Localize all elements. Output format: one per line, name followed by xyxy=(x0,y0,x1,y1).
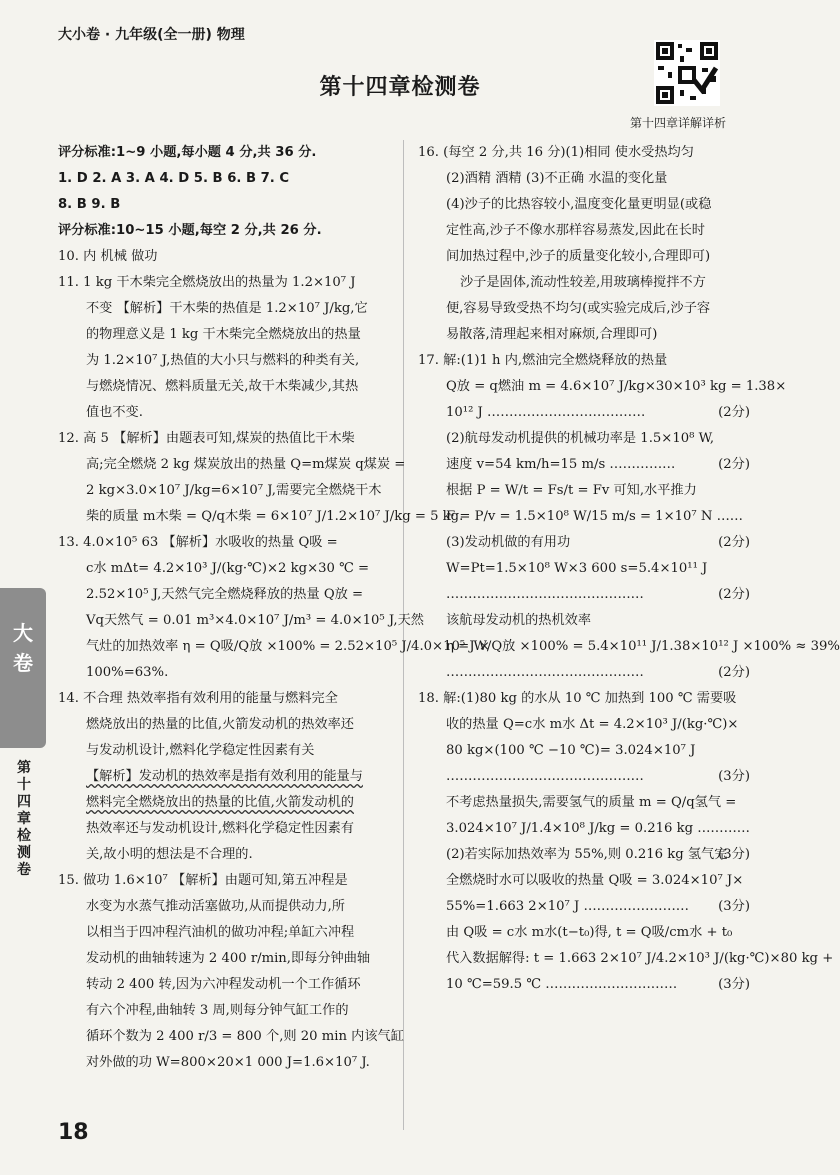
page-number: 18 xyxy=(58,1120,89,1145)
answer-line: 不变 【解析】干木柴的热值是 1.2×10⁷ J/kg,它 xyxy=(86,301,368,316)
left-column xyxy=(58,140,490,1076)
qr-code-icon[interactable] xyxy=(654,40,720,106)
answer-line xyxy=(418,660,750,686)
answer-line xyxy=(418,764,750,790)
answer-line: 燃烧放出的热量的比值,火箭发动机的热效率还 xyxy=(86,717,354,732)
side-chapter-label: 第十四章检测卷 xyxy=(17,760,31,878)
points-label: (2分) xyxy=(718,457,750,472)
answer-line: 80 kg×(100 ℃ −10 ℃)= 3.024×10⁷ J xyxy=(446,743,696,758)
answer-line: 水变为水蒸气推动活塞做功,从而提供动力,所 xyxy=(86,899,345,914)
answer-line: 18. 解:(1)80 kg 的水从 10 ℃ 加热到 100 ℃ 需要吸 xyxy=(418,691,737,706)
answer-line: W=Pt=1.5×10⁸ W×3 600 s=5.4×10¹¹ J xyxy=(446,561,708,576)
answer-line: 16. (每空 2 分,共 16 分)(1)相同 使水受热均匀 xyxy=(418,145,694,160)
answer-line: 由 Q吸 = c水 m水(t−t₀)得, t = Q吸/cm水 + t₀ xyxy=(446,925,733,940)
answer-line: 收的热量 Q=c水 m水 Δt = 4.2×10³ J/(kg·℃)× xyxy=(446,717,739,732)
book-header: 大小卷 · 九年级(全一册) 物理 xyxy=(58,27,245,43)
answer-line: 发动机的曲轴转速为 2 400 r/min,即每分钟曲轴 xyxy=(86,951,371,966)
points-label: (3分) xyxy=(718,769,750,784)
answer-line: 转动 2 400 转,因为六冲程发动机一个工作循环 xyxy=(86,977,361,992)
answer-line: 定性高,沙子不像水那样容易蒸发,因此在长时 xyxy=(446,223,705,238)
answer-text: 55%=1.663 2×10⁷ J …………………… xyxy=(446,899,689,914)
answer-text: ……………………………………… xyxy=(446,587,644,602)
answer-line: 循环个数为 2 400 r/3 = 800 个,则 20 min 内该气缸 xyxy=(86,1029,404,1044)
answer-line: 根据 P = W/t = Fs/t = Fv 可知,水平推力 xyxy=(446,483,697,498)
answer-line: (2)航母发动机提供的机械功率是 1.5×10⁸ W, xyxy=(446,431,715,446)
answer-line: 以相当于四冲程汽油机的做功冲程;单缸六冲程 xyxy=(86,925,355,940)
answer-line: 【解析】发动机的热效率是指有效利用的能量与 xyxy=(86,769,363,784)
answer-text: 10¹² J ……………………………… xyxy=(446,405,646,420)
points-label: (3分) xyxy=(718,977,750,992)
answer-line: 对外做的功 W=800×20×1 000 J=1.6×10⁷ J. xyxy=(86,1055,370,1070)
answer-line: 间加热过程中,沙子的质量变化较小,合理即可) xyxy=(446,249,711,264)
answer-line: 热效率还与发动机设计,燃料化学稳定性因素有 xyxy=(86,821,354,836)
answer-text: F = P/v = 1.5×10⁸ W/15 m/s = 1×10⁷ N …… xyxy=(446,509,743,524)
points-label: (2分) xyxy=(718,535,750,550)
answer-line: 100%=63%. xyxy=(86,665,169,680)
answer-text: ……………………………………… xyxy=(446,769,644,784)
points-label: (3分) xyxy=(718,899,750,914)
answer-line: (2)酒精 酒精 (3)不正确 水温的变化量 xyxy=(446,171,668,186)
answer-line: 气灶的加热效率 η = Q吸/Q放 ×100% = 2.52×10⁵ J/4.0×10⁵ J × xyxy=(86,639,490,654)
answer-line: 有六个冲程,曲轴转 3 周,则每分钟气缸工作的 xyxy=(86,1003,349,1018)
qr-caption: 第十四章详解详析 xyxy=(630,116,727,130)
answer-line: 与发动机设计,燃料化学稳定性因素有关 xyxy=(86,743,315,758)
answer-line: 10. 内 机械 做功 xyxy=(58,249,158,264)
answer-line: 不考虑热量损失,需要氢气的质量 m = Q/q氢气 = xyxy=(446,795,737,810)
answer-line: 柴的质量 m木柴 = Q/q木柴 = 6×10⁷ J/1.2×10⁷ J/kg = 5 kg. xyxy=(86,509,464,524)
answer-line: 15. 做功 1.6×10⁷ 【解析】由题可知,第五冲程是 xyxy=(58,873,348,888)
side-tab xyxy=(0,588,46,748)
side-tab-top: 大 xyxy=(13,621,33,645)
answer-line: 燃料完全燃烧放出的热量的比值,火箭发动机的 xyxy=(86,795,354,810)
answer-line: 易散落,清理起来相对麻烦,合理即可) xyxy=(446,327,658,342)
answer-line: 2.52×10⁵ J,天然气完全燃烧释放的热量 Q放 = xyxy=(86,587,364,602)
answer-line: 的物理意义是 1 kg 干木柴完全燃烧放出的热量 xyxy=(86,327,361,342)
answer-line: 11. 1 kg 干木柴完全燃烧放出的热量为 1.2×10⁷ J xyxy=(58,275,356,290)
right-column xyxy=(418,140,840,998)
points-label: (2分) xyxy=(718,405,750,420)
page-title: 第十四章检测卷 xyxy=(319,75,481,100)
answer-line xyxy=(418,894,750,920)
answer-line xyxy=(418,400,750,426)
points-label: (3分) xyxy=(718,847,750,862)
answer-line: 评分标准:10~15 小题,每空 2 分,共 26 分. xyxy=(58,223,322,238)
answer-line: 13. 4.0×10⁵ 63 【解析】水吸收的热量 Q吸 = xyxy=(58,535,338,550)
answer-line: 高;完全燃烧 2 kg 煤炭放出的热量 Q=m煤炭 q煤炭 = xyxy=(86,457,406,472)
answer-line: (3)发动机做的有用功 xyxy=(446,535,571,550)
answer-line: 与燃烧情况、燃料质量无关,故干木柴减少,其热 xyxy=(86,379,359,394)
answer-line: 便,容易导致受热不均匀(或实验完成后,沙子容 xyxy=(446,301,711,316)
answer-line: Vq天然气 = 0.01 m³×4.0×10⁷ J/m³ = 4.0×10⁵ J,天然 xyxy=(86,613,424,628)
answer-line: 2 kg×3.0×10⁷ J/kg=6×10⁷ J,需要完全燃烧干木 xyxy=(86,483,382,498)
answer-line: Q放 = q燃油 m = 4.6×10⁷ J/kg×30×10³ kg = 1.38× xyxy=(446,379,787,394)
answer-line: 1. D 2. A 3. A 4. D 5. B 6. B 7. C xyxy=(58,171,290,186)
answer-line: c水 mΔt= 4.2×10³ J/(kg·℃)×2 kg×30 ℃ = xyxy=(86,561,370,576)
answer-line: 关,故小明的想法是不合理的. xyxy=(86,847,253,862)
answer-text: 速度 v=54 km/h=15 m/s …………… xyxy=(446,457,676,472)
answer-line: 全燃烧时水可以吸收的热量 Q吸 = 3.024×10⁷ J× xyxy=(446,873,744,888)
answer-line: 为 1.2×10⁷ J,热值的大小只与燃料的种类有关, xyxy=(86,353,360,368)
answer-line: (2)若实际加热效率为 55%,则 0.216 kg 氢气完 xyxy=(446,847,728,862)
answer-text: ……………………………………… xyxy=(446,665,644,680)
answer-text: 3.024×10⁷ J/1.4×10⁸ J/kg = 0.216 kg ………… xyxy=(446,821,750,836)
points-label: (2分) xyxy=(718,587,750,602)
answer-line: 12. 高 5 【解析】由题表可知,煤炭的热值比干木柴 xyxy=(58,431,355,446)
answer-line: (4)沙子的比热容较小,温度变化量更明显(或稳 xyxy=(446,197,712,212)
points-label: (2分) xyxy=(718,665,750,680)
answer-line: 14. 不合理 热效率指有效利用的能量与燃料完全 xyxy=(58,691,338,706)
side-tab-bottom: 卷 xyxy=(13,651,33,675)
answer-line: 17. 解:(1)1 h 内,燃油完全燃烧释放的热量 xyxy=(418,353,668,368)
answer-line xyxy=(418,582,750,608)
answer-line: 8. B 9. B xyxy=(58,197,121,212)
answer-line: 值也不变. xyxy=(86,405,143,420)
answer-line: 评分标准:1~9 小题,每小题 4 分,共 36 分. xyxy=(58,145,317,160)
answer-line: 沙子是固体,流动性较差,用玻璃棒搅拌不方 xyxy=(460,275,706,290)
answer-line xyxy=(418,452,750,478)
answer-line: η = W/Q放 ×100% = 5.4×10¹¹ J/1.38×10¹² J ×100% ≈ 39% xyxy=(446,639,840,654)
answer-line xyxy=(418,972,750,998)
answer-line: 代入数据解得: t = 1.663 2×10⁷ J/4.2×10³ J/(kg·℃)×80 kg + xyxy=(446,951,834,966)
answer-text: 10 ℃=59.5 ℃ ………………………… xyxy=(446,977,678,992)
answer-line: 该航母发动机的热机效率 xyxy=(446,613,592,628)
